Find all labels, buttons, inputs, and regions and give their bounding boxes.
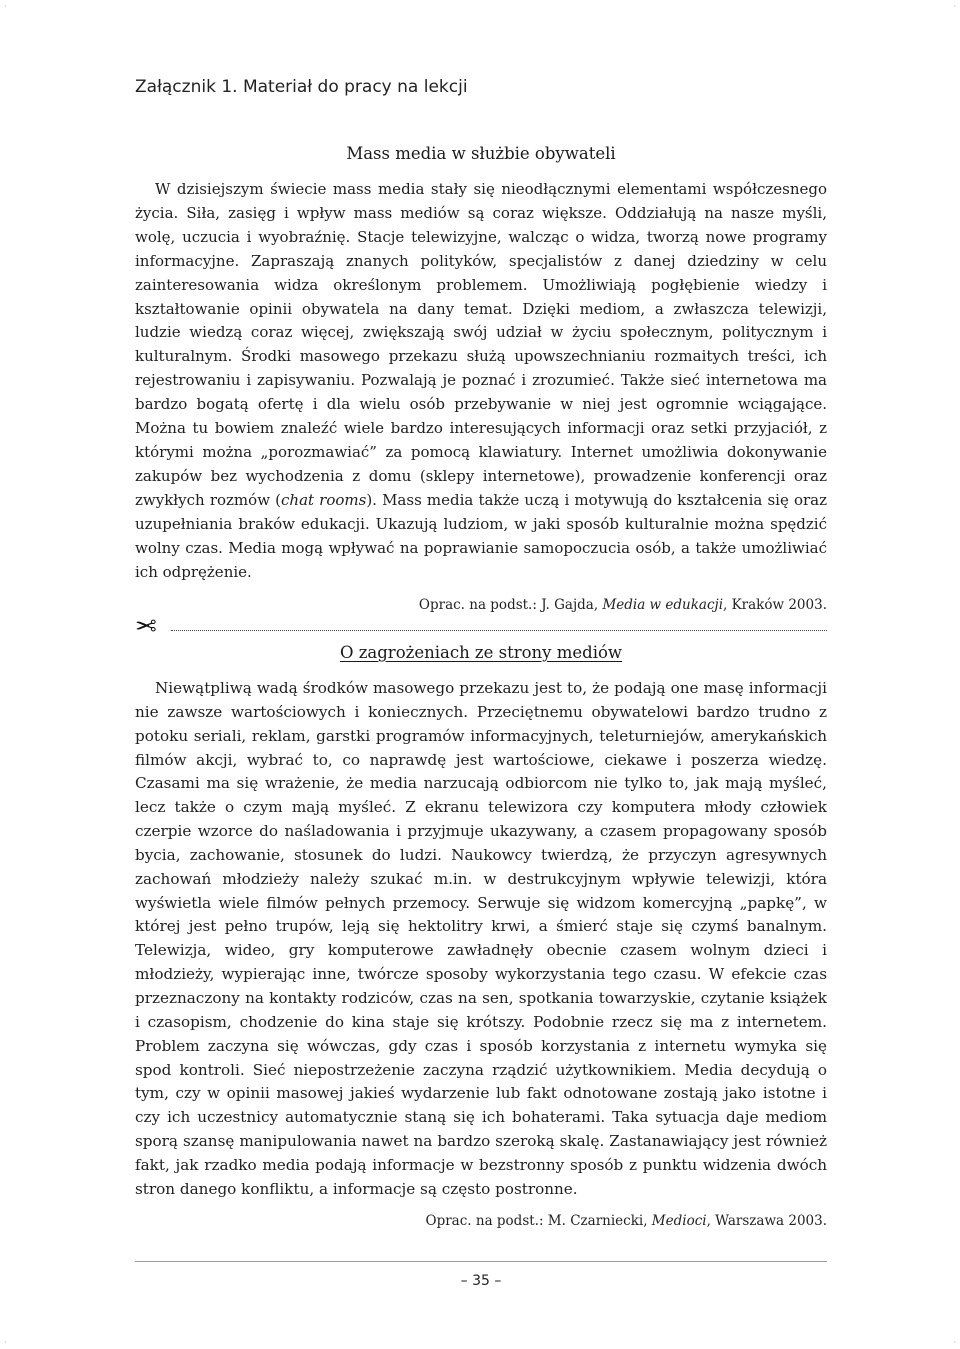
appendix-label: Załącznik 1. Materiał do pracy na lekcji <box>135 77 468 97</box>
section2-source <box>426 1213 827 1229</box>
dotted-cut-line <box>171 630 827 631</box>
crop-mark: · <box>4 1338 7 1347</box>
crop-mark: · <box>953 2 956 11</box>
crop-mark: · <box>4 2 7 11</box>
section1-source <box>419 597 827 613</box>
cut-line <box>135 612 827 642</box>
section1-source-prefix: Oprac. na podst.: J. Gajda, <box>418 597 603 613</box>
section2-title: O zagrożeniach ze strony mediów <box>339 643 623 662</box>
page-number: – 35 – <box>460 1273 502 1289</box>
section2-source-title: Medioci <box>651 1213 707 1229</box>
section1-text: W dzisiejszym świecie mass media stały się nieodłącznymi elementami współczesnego życia. Siła, zasięg i wpływ mass mediów są coraz większe. Oddziałują na nasze myśli, wolę, uczucia i wyobraźnię. Stacje telewizyjne, walcząc o widza, tworzą nowe programy informacyjne. Zapraszają znanych polityków, specjalistów z danej dziedziny w celu zainteresowania widza określonym problemem. Umożliwiają pogłębienie wiedzy i kształtowanie opinii obywatela na dany temat. Dzięki mediom, a zwłaszcza telewizji, ludzie wiedzą coraz więcej, zwiększają swój udział w życiu społecznym, politycznym i kulturalnym. Środki masowego przekazu służą upowszechnianiu rozmaitych treści, ich rejestrowaniu i zapisywaniu. Pozwalają je poznać i zrozumieć. Także sieć internetowa ma bardzo bogatą ofertę i dla wielu osób przebywanie w niej jest ogromnie wciągające. Można tu bowiem znaleźć wiele bardzo interesujących informacji oraz setki przyjaciół, z którymi można „porozmawiać” za pomocą klawiatury. Internet umożliwia dokonywanie zakupów bez wychodzenia z domu (sklepy internetowe), prowadzenie konferencji oraz zwykłych rozmów ( <box>135 180 827 509</box>
section1-source-title: Media w edukacji <box>602 597 724 613</box>
section1-text-after: ). Mass media także uczą i motywują do kształcenia się oraz uzupełniania braków edukacji. Ukazują ludziom, w jaki sposób kulturalnie można spędzić wolny czas. Media mogą wpływać na poprawianie samopoczucia osób, a także umożliwiać ich odprężenie. <box>135 490 827 581</box>
section2-source-suffix: , Warszawa 2003. <box>706 1213 827 1229</box>
section2-body: Niewątpliwą wadą środków masowego przekazu jest to, że podają one masę informacji nie zawsze wartościowych i koniecznych. Przeciętnemu obywatelowi bardzo trudno z potoku seriali, reklam, garstki programów informacyjnych, teleturniejów, amerykańskich filmów akcji, wybrać to, co naprawdę jest wartościowe, ciekawe i poszerza wiedzę. Czasami ma się wrażenie, że media narzucają odbiorcom nie tylko to, jak mają myśleć, lecz także o czym mają myśleć. Z ekranu telewizora czy komputera młody człowiek czerpie wzorce do naśladowania i przyjmuje ukazywany, a czasem propagowany sposób bycia, zachowanie, stosunek do ludzi. Naukowcy twierdzą, że przyczyn agresywnych zachowań młodzieży należy szukać m.in. w destrukcyjnym wpływie telewizji, która wyświetla wiele filmów pełnych przemocy. Serwuje się widzom komercyjną „papkę”, w której jest pełno trupów, leją się hektolitry krwi, a śmierć staje się czymś banalnym. Telewizja, wideo, gry komputerowe zawładnęły obecnie czasem wolnym dzieci i młodzieży, wypierając inne, twórcze sposoby wykorzystania tego czasu. W efekcie czas przeznaczony na kontakty rodziców, czas na sen, spotkania towarzyskie, czytanie książek i czasopism, chodzenie do kina staje się krótszy. Podobnie rzecz się ma z internetem. Problem zaczyna się wówczas, gdy czas i sposób korzystania z internetu wymyka się spod kontroli. Sieć niepostrzeżenie zaczyna rządzić użytkownikiem. Media decydują o tym, czy w opinii masowej jakieś wydarzenie lub fakt odnotowane zostają jako istotne i czy ich uczestnicy automatycznie staną się ich bohaterami. Taka sytuacja daje mediom sporą szansę manipulowania nawet na bardzo szeroką skalę. Zastanawiający jest również fakt, jak rzadko media podają informacje w bezstronny sposób z punktu widzenia dwóch stron danego konfliktu, a informacje są często postronne. <box>135 679 827 1198</box>
section2-source-prefix: Oprac. na podst.: M. Czarniecki, <box>425 1213 652 1229</box>
section1-italic-term: chat rooms <box>281 490 367 509</box>
section1-title: Mass media w służbie obywateli <box>346 144 616 163</box>
section1-source-suffix: , Kraków 2003. <box>723 597 827 613</box>
footer-rule <box>135 1261 827 1262</box>
crop-mark: · <box>953 1338 956 1347</box>
scissors-icon: ✂ <box>135 612 157 642</box>
section1-body <box>135 178 827 584</box>
